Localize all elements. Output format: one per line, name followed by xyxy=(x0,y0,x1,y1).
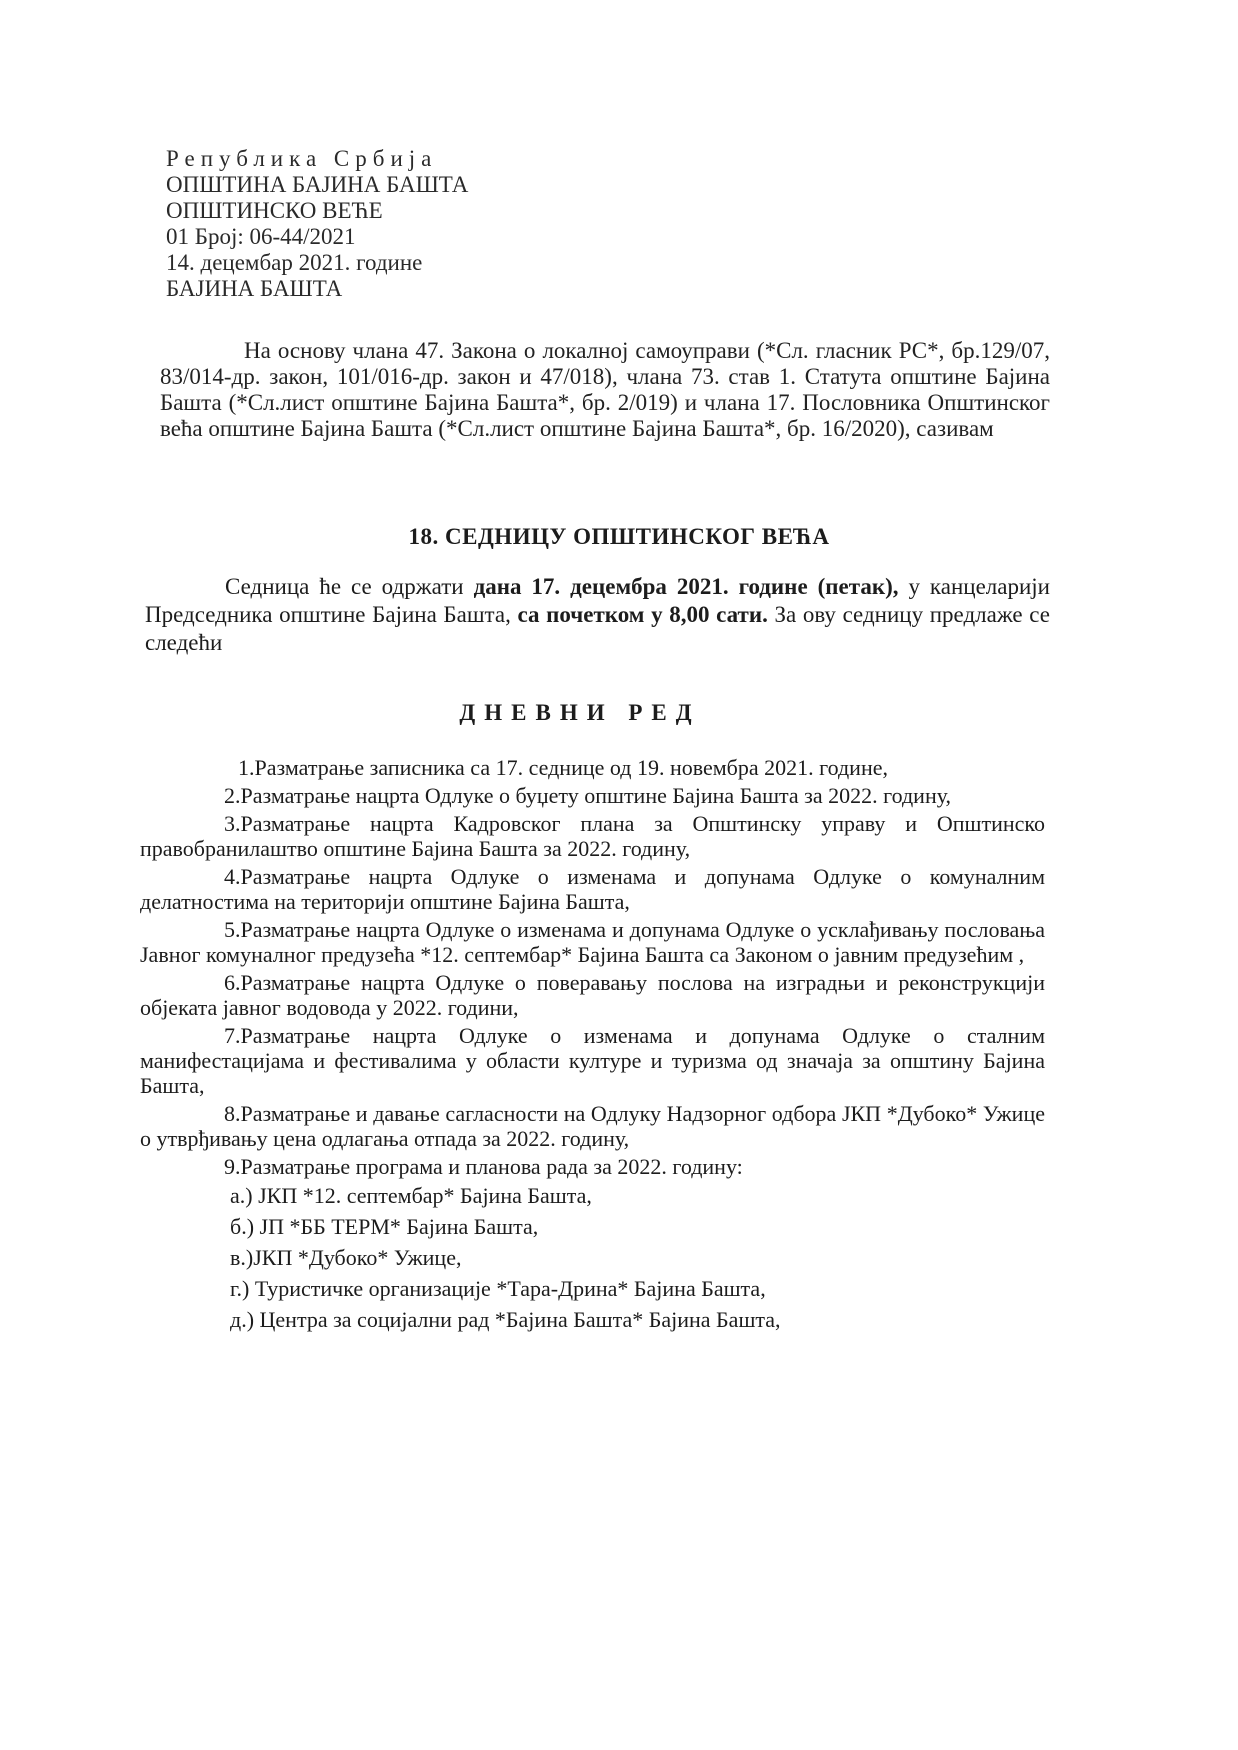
agenda-item-7: 7.Разматрање нацрта Одлуке о изменама и допунама Одлуке о сталним манифестацијама и фестивалима у области културе и туризма од значаја за општину Бајина Башта, xyxy=(140,1023,1045,1098)
agenda-item-8: 8.Разматрање и давање сагласности на Одлуку Надзорног одбора ЈКП *Дубоко* Ужице о утврђивању цена одлагања отпада за 2022. годину, xyxy=(140,1101,1045,1151)
session-title: 18. СЕДНИЦУ ОПШТИНСКОГ ВЕЋА xyxy=(408,524,830,549)
agenda-item-2: 2.Разматрање нацрта Одлуке о буџету општине Бајина Башта за 2022. годину, xyxy=(224,783,952,808)
session-text-1: Седница ће се одржати xyxy=(225,574,474,599)
session-announcement xyxy=(145,573,1050,657)
agenda-title: ДНЕВНИ РЕД xyxy=(459,700,701,725)
agenda-item-9: 9.Разматрање програма и планова рада за 2022. годину: xyxy=(224,1154,743,1179)
agenda-subitems xyxy=(140,1183,1045,1332)
legal-preamble: На основу члана 47. Закона о локалној самоуправи (*Сл. гласник РС*, бр.129/07, 83/014-др. закон, 101/016-др. закон и 47/018), члана 73. став 1. Статута општине Бајина Башта (*Сл.лист општине Бајина Башта*, бр. 2/019) и члана 17. Пословника Општинског већа општине Бајина Башта (*Сл.лист општине Бајина Башта*, бр. 16/2020), сазивам xyxy=(160,338,1050,441)
agenda-subitem-a: а.) ЈКП *12. септембар* Бајина Башта, xyxy=(230,1183,592,1208)
agenda-subitem-b: б.) ЈП *ББ ТЕРМ* Бајина Башта, xyxy=(230,1214,539,1239)
agenda-item-3: 3.Разматрање нацрта Кадровског плана за Општинску управу и Општинско правобранилаштво општине Бајина Башта за 2022. годину, xyxy=(140,811,1045,861)
agenda-item-6: 6.Разматрање нацрта Одлуке о поверавању послова на изградњи и реконструкцији објеката јавног водовода у 2022. години, xyxy=(140,970,1045,1020)
agenda-item-4: 4.Разматрање нацрта Одлуке о изменама и допунама Одлуке о комуналним делатностима на територији општине Бајина Башта, xyxy=(140,864,1045,914)
country-name: Република Србија xyxy=(166,146,438,171)
agenda-list xyxy=(140,755,1045,1338)
municipality-name: ОПШТИНА БАЈИНА БАШТА xyxy=(166,172,469,197)
agenda-subitem-g: г.) Туристичке организације *Тара-Дрина* Бајина Башта, xyxy=(230,1276,766,1301)
city-name: БАЈИНА БАШТА xyxy=(166,276,343,301)
session-start-time: са почетком у 8,00 сати. xyxy=(517,602,768,627)
session-date: дана 17. децембра 2021. године (петак), xyxy=(473,574,899,599)
agenda-subitem-v: в.)ЈКП *Дубоко* Ужице, xyxy=(230,1245,462,1270)
agenda-item-5: 5.Разматрање нацрта Одлуке о изменама и допунама Одлуке о усклађивању пословања Јавног комуналног предузећа *12. септембар* Бајина Башта са Законом о јавним предузећим , xyxy=(140,917,1045,967)
letterhead xyxy=(166,146,468,302)
agenda-subitem-d: д.) Центра за социјални рад *Бајина Башта* Бајина Башта, xyxy=(230,1307,781,1332)
agenda-item-1: 1.Разматрање записника са 17. седнице од 19. новембра 2021. године, xyxy=(238,755,888,780)
council-name: ОПШТИНСКО ВЕЋЕ xyxy=(166,198,383,223)
session-text-2: у канцеларији Председника општине Бајина Башта, xyxy=(145,574,1050,627)
document-number: 01 Број: 06-44/2021 xyxy=(166,224,356,249)
session-text-3: За ову седницу предлаже се следећи xyxy=(145,602,1050,655)
document-date: 14. децембар 2021. године xyxy=(166,250,423,275)
